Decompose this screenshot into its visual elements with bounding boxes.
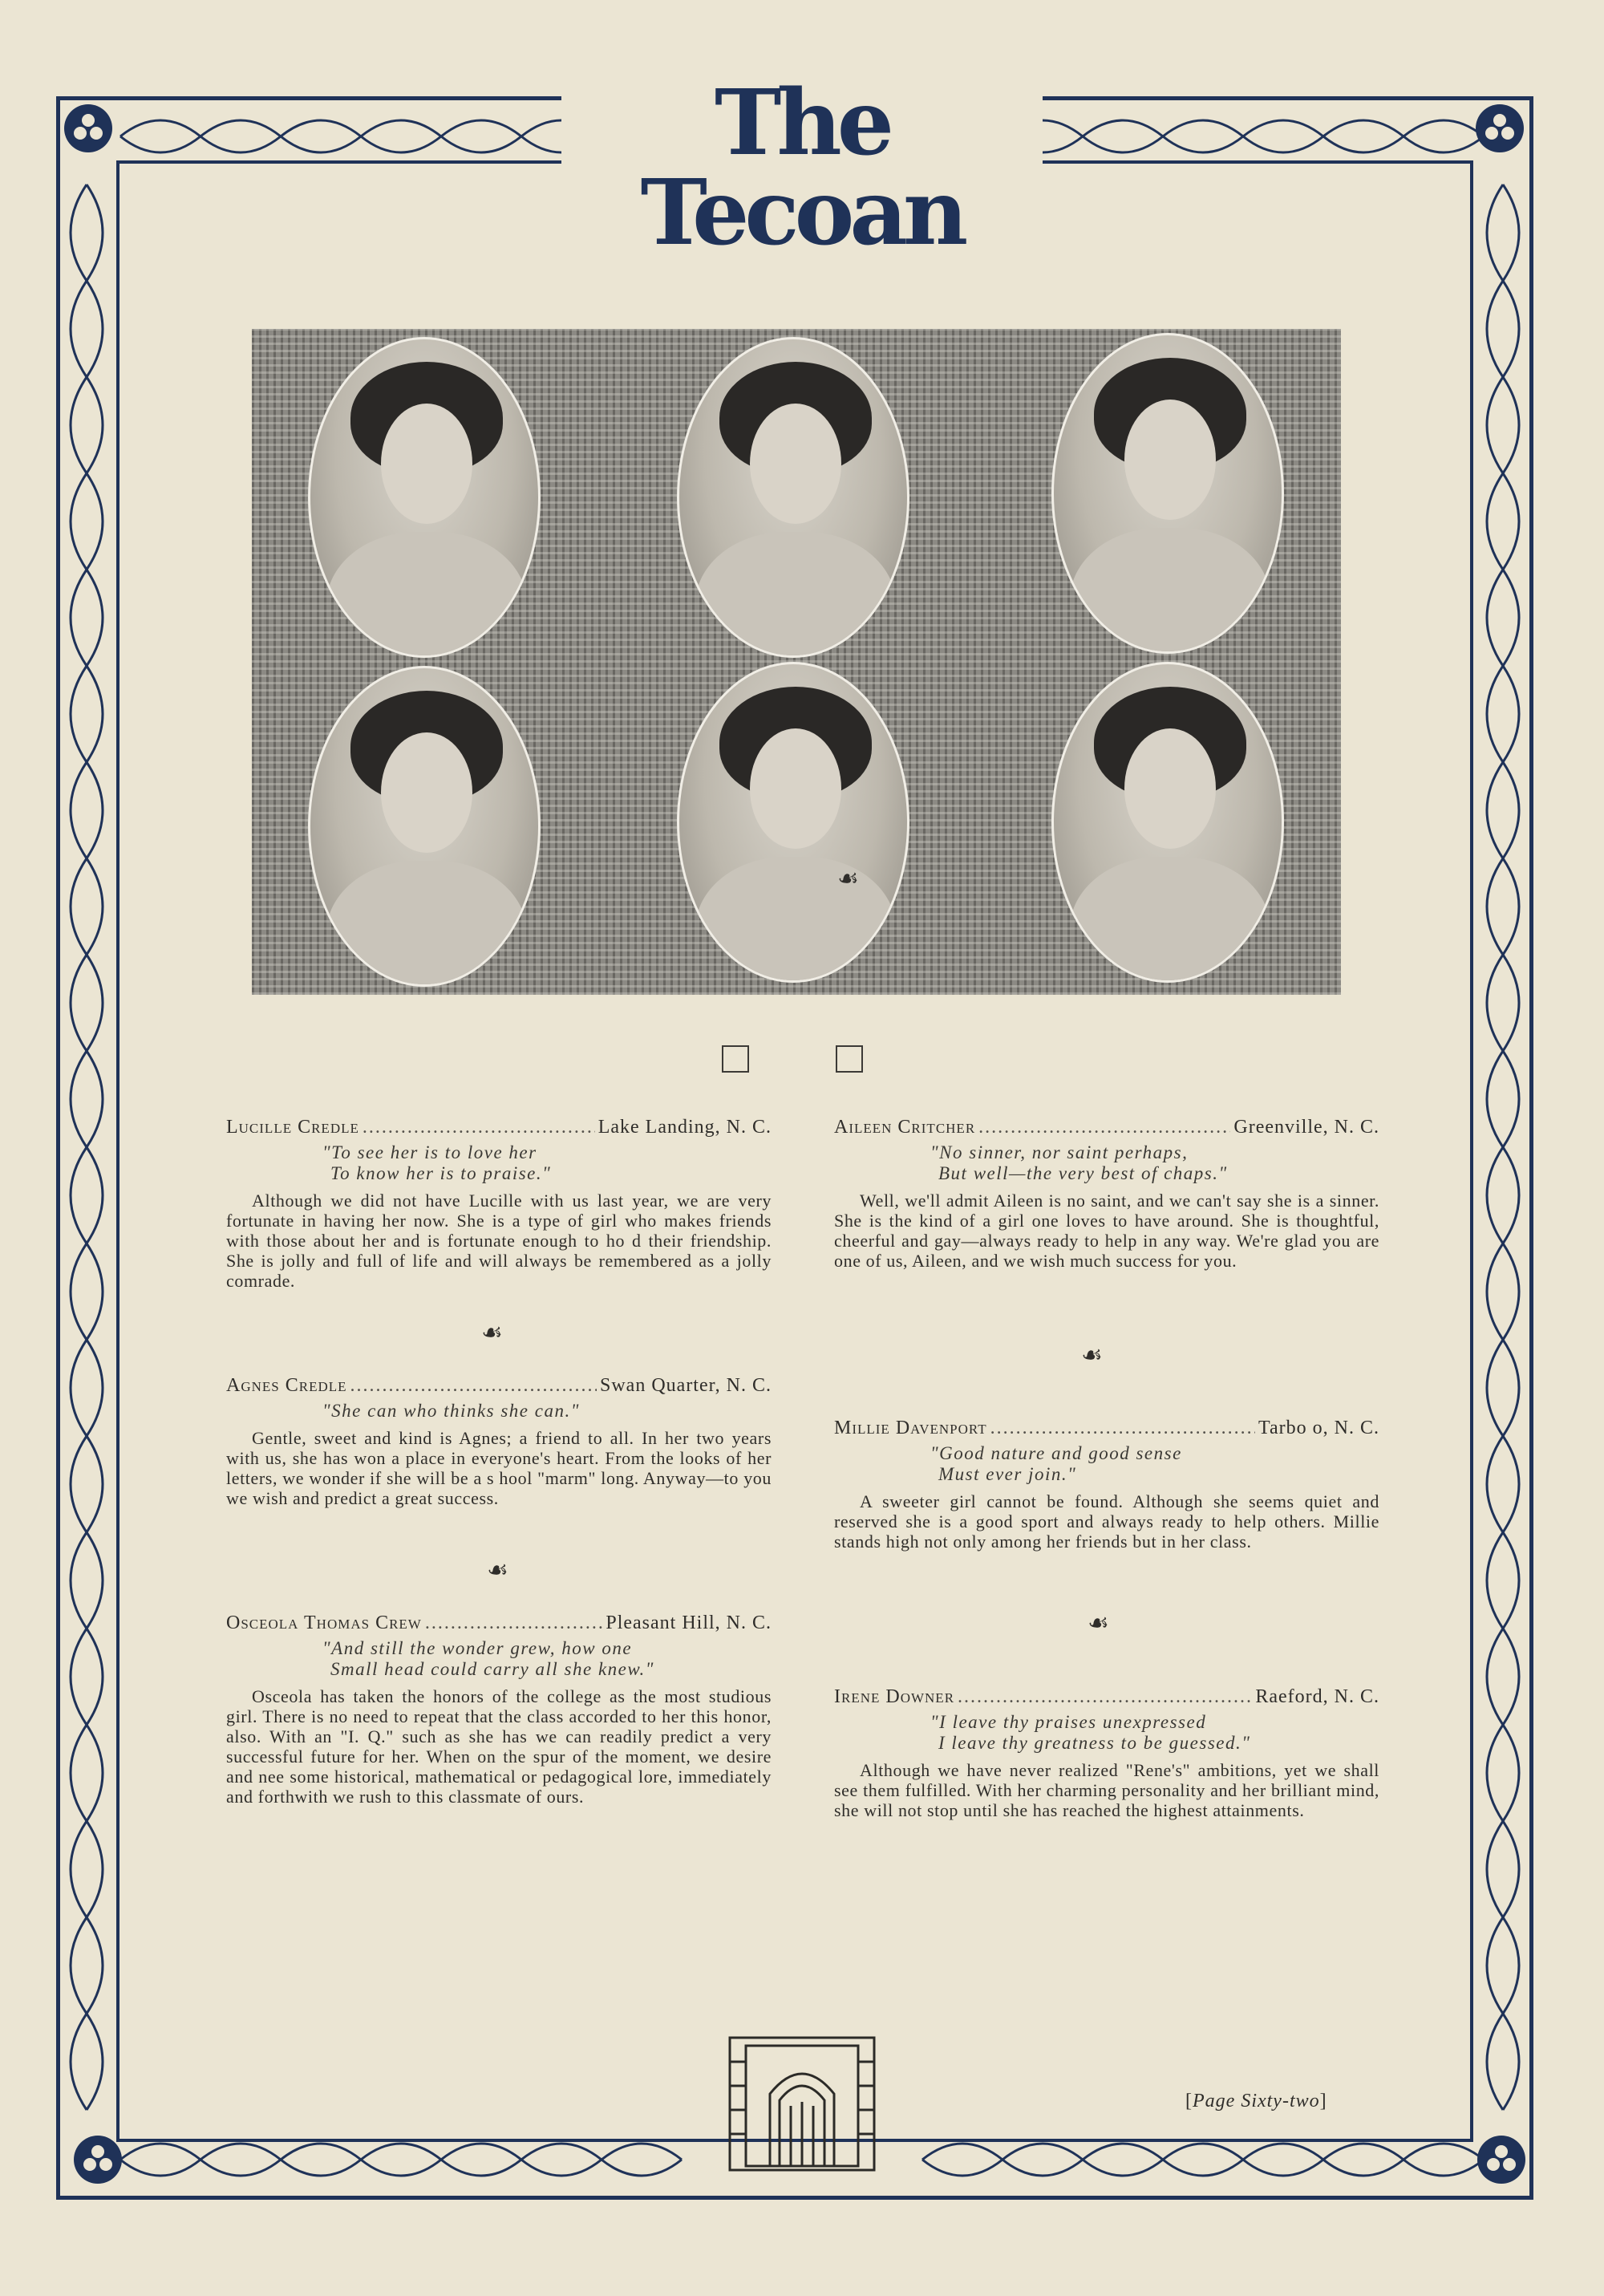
student-name: Osceola Thomas Crew <box>226 1612 422 1633</box>
bio: A sweeter girl cannot be found. Although she seems quiet and reserved she is a good sport and always ready to help others. Millie stands high not only among her friends but in her class. <box>834 1491 1379 1552</box>
portrait-lucille-credle <box>308 337 541 658</box>
bio: Osceola has taken the honors of the college as the most studious girl. There is no need to repeat that the class accorded to her this honor, also. With an "I. Q." such as she has we can readily predict a very successful future for her. When on the spur of the moment, we desire and nee some historical, mathematical or pedagogical lore, immediately and forthwith we rush to this classmate of ours. <box>226 1686 772 1807</box>
entry-agnes-credle <box>226 1373 772 1508</box>
portrait-agnes-credle <box>1051 333 1284 654</box>
quote: "To see her is to love her To know her is to praise." <box>322 1142 552 1183</box>
hometown: Tarbo o, N. C. <box>1258 1418 1379 1438</box>
portrait-irene-downer <box>1051 662 1284 983</box>
quote: "I leave thy praises unexpressed I leave thy greatness to be guessed." <box>930 1712 1251 1753</box>
hometown: Greenville, N. C. <box>1233 1117 1379 1138</box>
section-marker-left <box>722 1045 749 1073</box>
ornament-icon: ☙ <box>1088 1610 1109 1637</box>
student-name: Millie Davenport <box>834 1418 987 1438</box>
ornament-icon: ☙ <box>1081 1342 1103 1369</box>
student-name: Irene Downer <box>834 1686 955 1707</box>
quote: "And still the wonder grew, how one Small head could carry all she knew." <box>322 1638 654 1679</box>
page-number: [Page Sixty-two] <box>1185 2091 1327 2111</box>
student-name: Lucille Credle <box>226 1117 359 1138</box>
portrait-aileen-critcher <box>677 337 909 658</box>
bio: Gentle, sweet and kind is Agnes; a friend to all. In her two years with us, she has won a place in everyone's heart. From the looks of her letters, we wonder if she will be a s hool "marm" long. Anyway—to you we wish and predict a great success. <box>226 1428 772 1508</box>
hometown: Raeford, N. C. <box>1255 1686 1379 1707</box>
bio: Well, we'll admit Aileen is no saint, and we can't say she is a sinner. She is the kind of a girl one loves to have around. She is thoughtful, cheerful and gay—always ready to help in any way. We're glad you are one of us, Aileen, and we wish much success for you. <box>834 1191 1379 1271</box>
section-marker-right <box>836 1045 863 1073</box>
panel-ornament-icon: ☙ <box>837 866 859 892</box>
hometown: Pleasant Hill, N. C. <box>606 1612 772 1633</box>
portrait-osceola-crew <box>677 662 909 983</box>
hometown: Lake Landing, N. C. <box>597 1117 772 1138</box>
ornament-icon: ☙ <box>481 1320 503 1346</box>
portrait-panel <box>252 329 1341 995</box>
quote: "No sinner, nor saint perhaps, But well—the very best of chaps." <box>930 1142 1228 1183</box>
bio: Although we have never realized "Rene's" ambitions, yet we shall see them fulfilled. With her charming personality and her brilliant mind, she will not stop until she has reached the highest attainments. <box>834 1760 1379 1820</box>
entry-irene-downer <box>834 1685 1379 1820</box>
student-name: Aileen Critcher <box>834 1117 976 1138</box>
entry-osceola-crew <box>226 1611 772 1807</box>
quote: "She can who thinks she can." <box>322 1401 580 1421</box>
hometown: Swan Quarter, N. C. <box>600 1375 772 1396</box>
student-name: Agnes Credle <box>226 1375 347 1396</box>
masthead-title: The Tecoan <box>561 79 1043 167</box>
entry-millie-davenport <box>834 1416 1379 1552</box>
entry-aileen-critcher <box>834 1115 1379 1271</box>
quote: "Good nature and good sense Must ever join." <box>930 1443 1182 1484</box>
entry-lucille-credle <box>226 1115 772 1291</box>
doorway-icon <box>722 2030 882 2174</box>
portrait-millie-davenport <box>308 666 541 987</box>
ornament-icon: ☙ <box>487 1557 508 1584</box>
bio: Although we did not have Lucille with us last year, we are very fortunate in having her now. She is a type of girl who makes friends with those about her and is fortunate enough to ho d their friendship. She is jolly and full of life and will always be remembered as a jolly comrade. <box>226 1191 772 1291</box>
